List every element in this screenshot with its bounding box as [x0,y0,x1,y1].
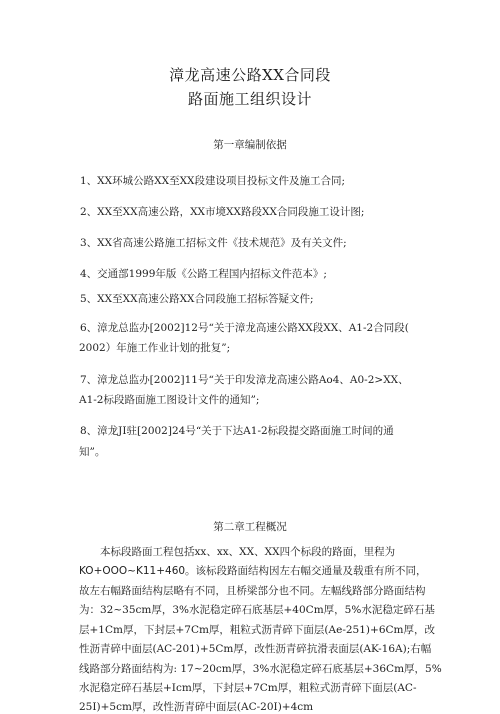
overview-line: 性沥青碎中面层(AC-201)+5Cm厚，改性沥青碎抗滑表面层(AK-16A);右幅 [79,643,432,655]
chapter1-heading: 第一章编制依据 [213,139,287,151]
overview-line: 本标段路面工程包括xx、xx、XX、XX四个标段的路面，里程为 [100,546,396,558]
chapter2-heading: 第二章工程概况 [213,521,287,533]
basis-item-6-cont: 2002）年施工作业计划的批复”; [79,342,231,354]
basis-item-5: 5、XX至XX高速公路XX合同段施工招标答疑文件; [80,293,314,305]
overview-line: 线路部分路面结构为: 17~20cm厚，3%水泥稳定碎石底基层+36Cm厚，5% [79,663,442,675]
basis-item-6: 6、漳龙总监办[2002]12号“关于漳龙高速公路XX段XX、A1-2合同段( [80,322,409,334]
basis-item-2: 2、XX至XX高速公路，XX市境XX路段XX合同段施工设计图; [80,206,365,218]
overview-line: KO+OOO~K11+460。该标段路面结构因左右幅交通量及载重有所不同， [79,565,427,577]
overview-line: 水泥稳定碎石基层+Icm厚，下封层+7Cm厚，粗粒式沥青碎下面层(AC- [79,682,417,694]
basis-item-1: 1、XX环城公路XX至XX段建设项目投标文件及施工合同; [80,175,346,187]
basis-item-8: 8、漳龙JI驻[2002]24号“关于下达A1-2标段提交路面施工时间的通 [80,425,394,437]
overview-paragraph [79,544,444,713]
document-title-line2: 路面施工组织设计 [187,90,312,108]
basis-item-7-cont: A1-2标段路面施工图设计文件的通知”; [79,394,260,406]
document-title-line1: 漳龙高速公路XX合同段 [169,66,331,84]
overview-line: 25I)+5cm厚，改性沥青碎中面层(AC-20I)+4cm [79,701,314,713]
basis-item-4: 4、交通部1999年版《公路工程国内招标文件范本》; [80,268,327,280]
basis-item-8-cont: 知”。 [79,446,106,458]
overview-line: 为：32~35cm厚，3%水泥稳定碎石底基层+40Cm厚，5%水泥稳定碎石基 [79,604,435,616]
overview-line: 故左右幅路面结构层略有不同，且桥梁部分也不同。左幅线路部分路面结构 [79,585,426,597]
overview-line: 层+1Cm厚，下封层+7Cm厚，粗粒式沥青碎下面层(Ae-251)+6Cm厚，改 [79,624,435,636]
basis-item-7: 7、漳龙总监办[2002]11号“关于印发漳龙高速公路Ao4、A0-2>XX、 [80,374,409,386]
basis-item-3: 3、XX省高速公路施工招标文件《技术规范》及有关文件; [80,237,347,249]
